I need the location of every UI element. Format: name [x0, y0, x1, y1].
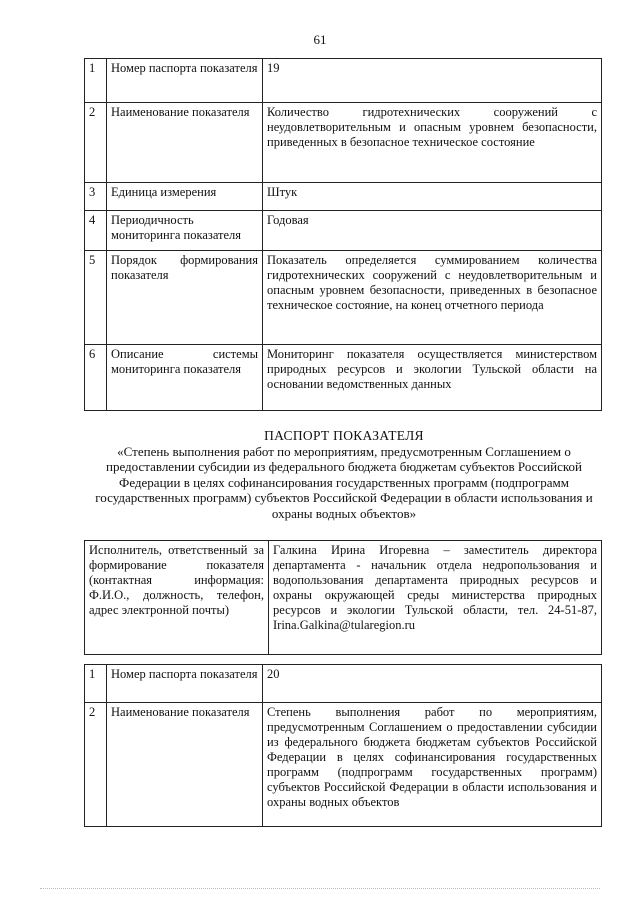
row-label: Наименование показателя	[107, 703, 263, 827]
row-value: Мониторинг показателя осуществляется министерством природных ресурсов и экологии Тульской области на основании ведомственных данных	[263, 345, 602, 411]
row-label: Наименование показателя	[107, 103, 263, 183]
row-number: 4	[85, 211, 107, 251]
table-row	[85, 665, 602, 703]
table-row	[85, 345, 602, 411]
table-row	[85, 541, 602, 655]
responsible-value: Галкина Ирина Игоревна – заместитель директора департамента - начальник отдела недропользования и водопользования департамента природных ресурсов и охраны окружающей среды министерства природных ресурсов и экологии Тульской области, тел. 24-51-87, Irina.Galkina@tularegion.ru	[269, 541, 602, 655]
table-row	[85, 103, 602, 183]
row-label: Порядок формирования показателя	[107, 251, 263, 345]
row-number: 2	[85, 703, 107, 827]
row-value: Годовая	[263, 211, 602, 251]
row-label: Номер паспорта показателя	[107, 59, 263, 103]
passport-subtitle: «Степень выполнения работ по мероприятиям, предусмотренным Соглашением о предоставлении субсидии из федерального бюджета бюджетам субъектов Российской Федерации в целях софинансирования государственных программ (подпрограмм государственных программ) субъектов Российской Федерации в области использования и охраны водных объектов»	[95, 443, 593, 521]
indicator-passport-table-19	[84, 58, 602, 411]
row-value: Степень выполнения работ по мероприятиям, предусмотренным Соглашением о предоставлении субсидии из федерального бюджета бюджетам субъектов Российской Федерации в целях софинансирования государственных программ (подпрограмм государственных программ) субъектов Российской Федерации в области использования и охраны водных объектов	[263, 703, 602, 827]
scan-edge-line	[40, 888, 600, 889]
responsible-label: Исполнитель, ответственный за формирование показателя (контактная информация: Ф.И.О., должность, телефон, адрес электронной почты)	[85, 541, 269, 655]
table-row	[85, 183, 602, 211]
table-row	[85, 59, 602, 103]
page-number: 61	[313, 32, 327, 47]
row-value: Штук	[263, 183, 602, 211]
row-label: Описание системы мониторинга показателя	[107, 345, 263, 411]
row-value: 20	[263, 665, 602, 703]
passport-heading	[84, 428, 604, 521]
row-number: 1	[85, 59, 107, 103]
row-label: Периодичность мониторинга показателя	[107, 211, 263, 251]
responsible-person-table	[84, 540, 602, 655]
row-number: 6	[85, 345, 107, 411]
row-value: Количество гидротехнических сооружений с неудовлетворительным и опасным уровнем безопасности, приведенных в безопасное техническое состояние	[263, 103, 602, 183]
passport-title: ПАСПОРТ ПОКАЗАТЕЛЯ	[264, 428, 424, 443]
row-label: Единица измерения	[107, 183, 263, 211]
row-label: Номер паспорта показателя	[107, 665, 263, 703]
table-row	[85, 251, 602, 345]
row-number: 3	[85, 183, 107, 211]
row-value: Показатель определяется суммированием количества гидротехнических сооружений с неудовлетворительным и опасным уровнем безопасности, приведенных в безопасное техническое состояние, на конец отчетного периода	[263, 251, 602, 345]
table-row	[85, 211, 602, 251]
row-number: 1	[85, 665, 107, 703]
indicator-passport-table-20	[84, 664, 602, 827]
row-value: 19	[263, 59, 602, 103]
row-number: 2	[85, 103, 107, 183]
table-row	[85, 703, 602, 827]
row-number: 5	[85, 251, 107, 345]
